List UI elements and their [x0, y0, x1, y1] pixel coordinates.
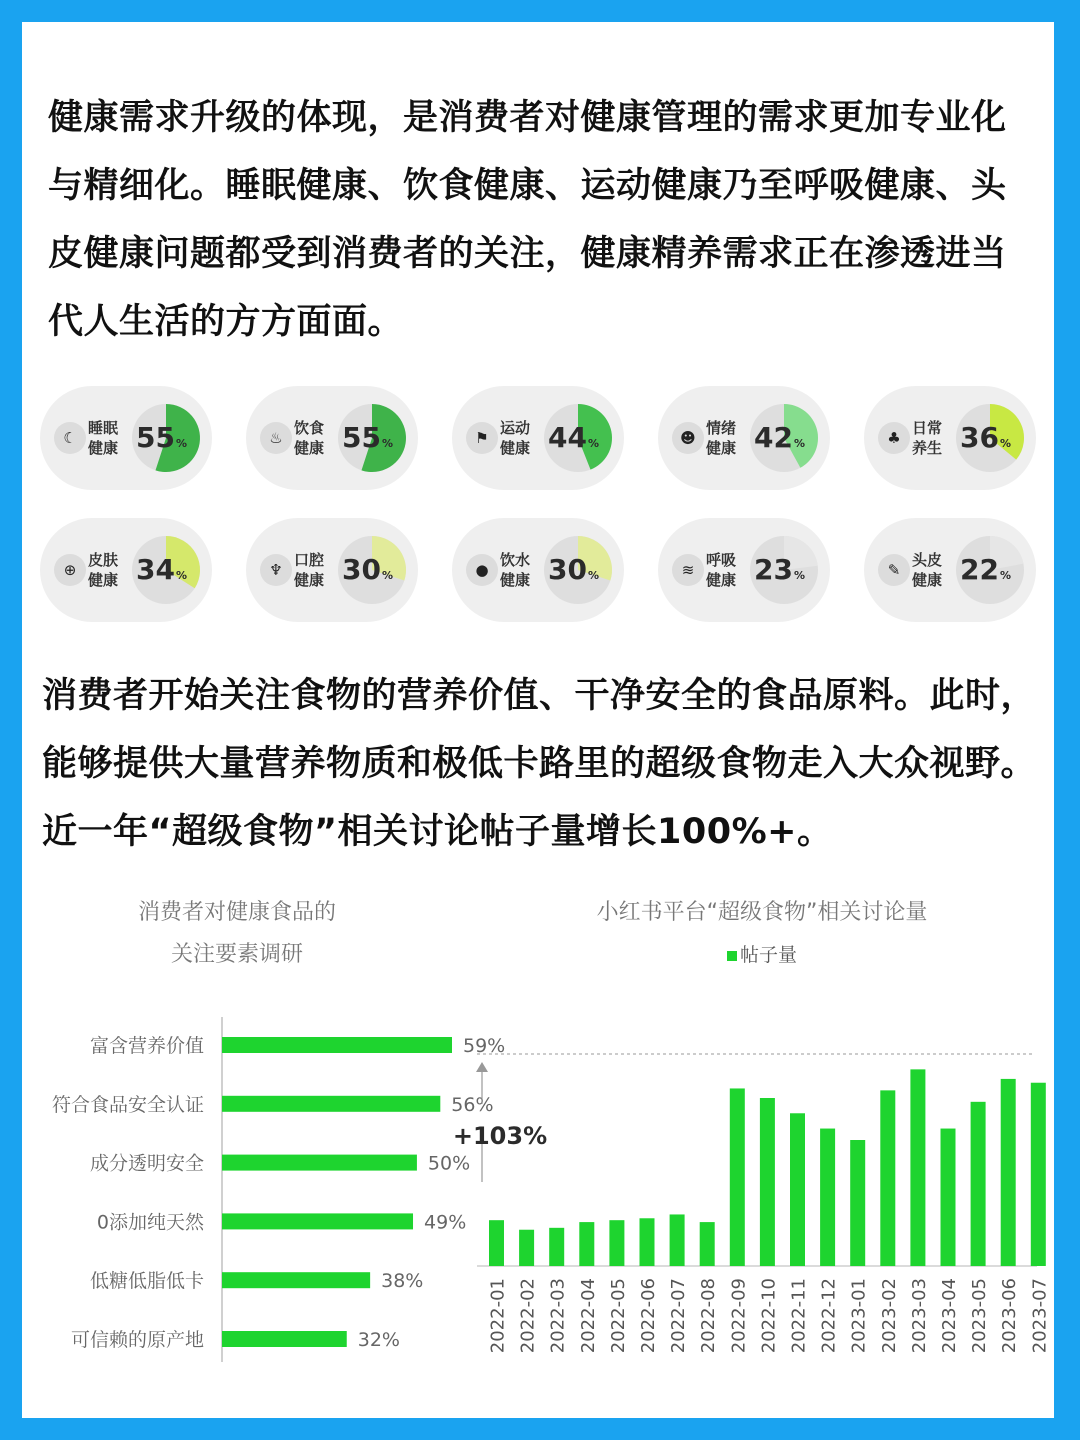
post-volume-month-label: 2023-04	[939, 1278, 960, 1354]
health-metric-item	[864, 386, 1036, 490]
tooth-icon: ♆	[260, 554, 292, 586]
health-metric-percent-sign: %	[793, 569, 805, 582]
post-volume-month-label: 2022-01	[487, 1278, 509, 1354]
health-metric-label-line2: 养生	[912, 439, 943, 457]
post-volume-bar	[519, 1230, 534, 1266]
scalp-icon: ✎	[878, 554, 910, 586]
health-metric-label-line1: 皮肤	[88, 551, 119, 569]
health-metric-percent-sign: %	[793, 437, 805, 450]
health-metric-label	[294, 418, 334, 458]
health-metric-percent-sign: %	[999, 437, 1011, 450]
teapot-icon: ♣	[878, 422, 910, 454]
health-metric-value	[960, 420, 1011, 462]
health-metric-item	[658, 518, 830, 622]
health-metric-label	[500, 418, 540, 458]
post-volume-month-label: 2022-04	[577, 1278, 599, 1354]
water-drop-icon: ●	[466, 554, 498, 586]
health-metric-percent-sign: %	[999, 569, 1011, 582]
running-icon: ⚑	[466, 422, 498, 454]
health-metric-number: 55	[342, 421, 381, 454]
post-volume-month-label: 2023-06	[999, 1278, 1021, 1354]
post-volume-month-label: 2022-02	[517, 1278, 539, 1354]
health-metric-value	[136, 420, 187, 462]
health-metric-item	[40, 518, 212, 622]
health-metric-percent-sign: %	[381, 437, 393, 450]
health-metric-item	[864, 518, 1036, 622]
health-metric-label-line2: 健康	[88, 571, 119, 589]
post-volume-chart	[452, 892, 1072, 1392]
health-metric-label-line2: 健康	[912, 571, 943, 589]
meal-icon: ♨	[260, 422, 292, 454]
health-metric-number: 36	[960, 421, 999, 454]
post-volume-bar	[730, 1088, 745, 1266]
focus-factors-value-label: 50%	[427, 1152, 471, 1175]
focus-factors-value-label: 56%	[451, 1093, 494, 1116]
focus-factors-category-label: 0添加纯天然	[96, 1211, 204, 1234]
post-volume-month-label: 2022-07	[668, 1278, 690, 1354]
focus-factors-value-label: 59%	[463, 1035, 506, 1057]
focus-factors-category-label: 可信赖的原产地	[70, 1329, 204, 1351]
health-metric-value	[342, 420, 393, 462]
post-volume-bar	[760, 1098, 775, 1266]
health-metric-label-line1: 睡眠	[88, 419, 119, 437]
growth-arrow-head-icon	[476, 1062, 488, 1072]
post-volume-month-label: 2023-03	[908, 1278, 930, 1354]
post-volume-bar	[609, 1220, 624, 1266]
post-volume-bar	[579, 1222, 594, 1266]
focus-factors-bar	[222, 1331, 347, 1347]
health-metric-number: 34	[136, 553, 175, 586]
post-volume-bar	[790, 1113, 805, 1266]
health-metric-label-line1: 情绪	[706, 419, 737, 437]
health-metric-number: 30	[548, 553, 587, 586]
post-volume-bar	[1001, 1079, 1016, 1266]
focus-factors-value-label: 38%	[381, 1270, 424, 1293]
health-metric-item	[40, 386, 212, 490]
health-metric-number: 30	[342, 553, 381, 586]
post-volume-bar	[880, 1090, 895, 1266]
post-volume-bar	[640, 1218, 655, 1266]
intro-paragraph: 健康需求升级的体现，是消费者对健康管理的需求更加专业化与精细化。睡眠健康、饮食健康、运动健康乃至呼吸健康、头皮健康问题都受到消费者的关注，健康精养需求正在渗透进当代人生活的方方面面。	[48, 98, 1007, 342]
skin-icon: ⊕	[54, 554, 86, 586]
health-metric-value	[548, 552, 599, 594]
health-metric-label-line2: 健康	[88, 439, 119, 457]
post-volume-month-label: 2023-05	[969, 1278, 991, 1354]
health-metric-label-line1: 日常	[912, 419, 943, 437]
sleep-icon: ☾	[54, 422, 86, 454]
health-metric-item	[246, 386, 418, 490]
health-metric-label-line2: 健康	[500, 571, 531, 589]
health-metric-label-line1: 运动	[500, 419, 531, 437]
health-metric-label-line2: 健康	[500, 439, 531, 457]
post-volume-bar	[670, 1214, 685, 1266]
health-metric-percent-sign: %	[587, 569, 599, 582]
post-volume-svg	[452, 892, 1072, 1392]
health-metric-number: 22	[960, 553, 999, 586]
post-volume-bar	[941, 1129, 956, 1266]
legend-label: 帖子量	[739, 944, 797, 966]
focus-factors-bar	[222, 1213, 413, 1229]
focus-factors-title-line1: 消费者对健康食品的	[137, 900, 336, 925]
health-metric-item	[246, 518, 418, 622]
health-metric-label-line1: 头皮	[912, 551, 943, 569]
post-volume-month-label: 2022-12	[818, 1278, 840, 1354]
health-metric-label	[706, 550, 746, 590]
post-volume-bar	[820, 1129, 835, 1266]
focus-factors-category-label: 符合食品安全认证	[51, 1093, 204, 1116]
focus-factors-bar	[222, 1096, 440, 1112]
health-metric-label-line2: 健康	[706, 439, 737, 457]
health-metric-value	[960, 552, 1011, 594]
health-metric-label	[912, 418, 952, 458]
focus-factors-category-label: 富含营养价值	[89, 1035, 204, 1057]
focus-factors-bar	[222, 1272, 370, 1288]
health-metric-percent-sign: %	[381, 569, 393, 582]
content-card	[22, 22, 1054, 1418]
health-metric-label-line1: 口腔	[294, 551, 325, 569]
post-volume-month-label: 2022-03	[547, 1278, 569, 1354]
post-volume-bar	[971, 1102, 986, 1266]
post-volume-month-label: 2022-08	[698, 1278, 720, 1354]
post-volume-month-label: 2023-07	[1029, 1278, 1051, 1354]
health-metric-label-line2: 健康	[294, 571, 325, 589]
focus-factors-bar	[222, 1155, 417, 1171]
health-metric-number: 23	[754, 553, 793, 586]
health-metric-label	[88, 550, 128, 590]
breathing-icon: ≋	[672, 554, 704, 586]
health-metric-number: 55	[136, 421, 175, 454]
health-metric-item	[658, 386, 830, 490]
focus-factors-category-label: 低糖低脂低卡	[89, 1270, 204, 1293]
post-volume-month-label: 2022-09	[728, 1278, 750, 1354]
health-metric-value	[548, 420, 599, 462]
post-volume-month-label: 2022-11	[788, 1278, 810, 1354]
focus-factors-bar	[222, 1037, 452, 1053]
health-metric-label-line1: 呼吸	[706, 551, 737, 569]
health-metric-value	[136, 552, 187, 594]
emotion-icon: ☻	[672, 422, 704, 454]
post-volume-bar	[910, 1069, 925, 1266]
focus-factors-value-label: 32%	[357, 1329, 400, 1351]
post-volume-bar	[489, 1220, 504, 1266]
post-volume-bar	[850, 1140, 865, 1266]
focus-factors-title-line2: 关注要素调研	[170, 942, 303, 967]
post-volume-month-label: 2022-05	[607, 1278, 629, 1354]
health-metric-percent-sign: %	[175, 569, 187, 582]
health-metric-item	[452, 518, 624, 622]
health-metric-item	[452, 386, 624, 490]
post-volume-month-label: 2022-06	[638, 1278, 659, 1354]
focus-factors-category-label: 成分透明安全	[89, 1152, 204, 1175]
health-metric-value	[342, 552, 393, 594]
health-metric-percent-sign: %	[175, 437, 187, 450]
post-volume-title: 小红书平台“超级食物”相关讨论量	[596, 900, 928, 925]
superfood-paragraph: 消费者开始关注食物的营养价值、干净安全的食品原料。此时，能够提供大量营养物质和极低卡路里的超级食物走入大众视野。近一年“超级食物”相关讨论帖子量增长100%+。	[42, 676, 1037, 852]
health-metric-value	[754, 420, 805, 462]
health-metric-number: 42	[754, 421, 793, 454]
growth-annotation: +103%	[452, 1122, 548, 1150]
health-metric-label	[912, 550, 952, 590]
health-metric-label-line1: 饮食	[294, 419, 325, 437]
focus-factors-value-label: 49%	[424, 1211, 467, 1234]
health-metric-label-line2: 健康	[706, 571, 737, 589]
post-volume-month-label: 2023-01	[848, 1278, 870, 1354]
health-metric-label	[88, 418, 128, 458]
health-metric-value	[754, 552, 805, 594]
post-volume-month-label: 2022-10	[758, 1278, 780, 1354]
post-volume-bar	[700, 1222, 715, 1266]
health-metric-percent-sign: %	[587, 437, 599, 450]
health-metric-number: 44	[548, 421, 587, 454]
health-metric-label-line1: 饮水	[500, 551, 531, 569]
health-metric-label-line2: 健康	[294, 439, 325, 457]
health-metric-label	[294, 550, 334, 590]
post-volume-bar	[549, 1228, 564, 1266]
health-metric-label	[706, 418, 746, 458]
post-volume-month-label: 2023-02	[878, 1278, 900, 1354]
health-metric-label	[500, 550, 540, 590]
post-volume-bar	[1031, 1083, 1046, 1266]
